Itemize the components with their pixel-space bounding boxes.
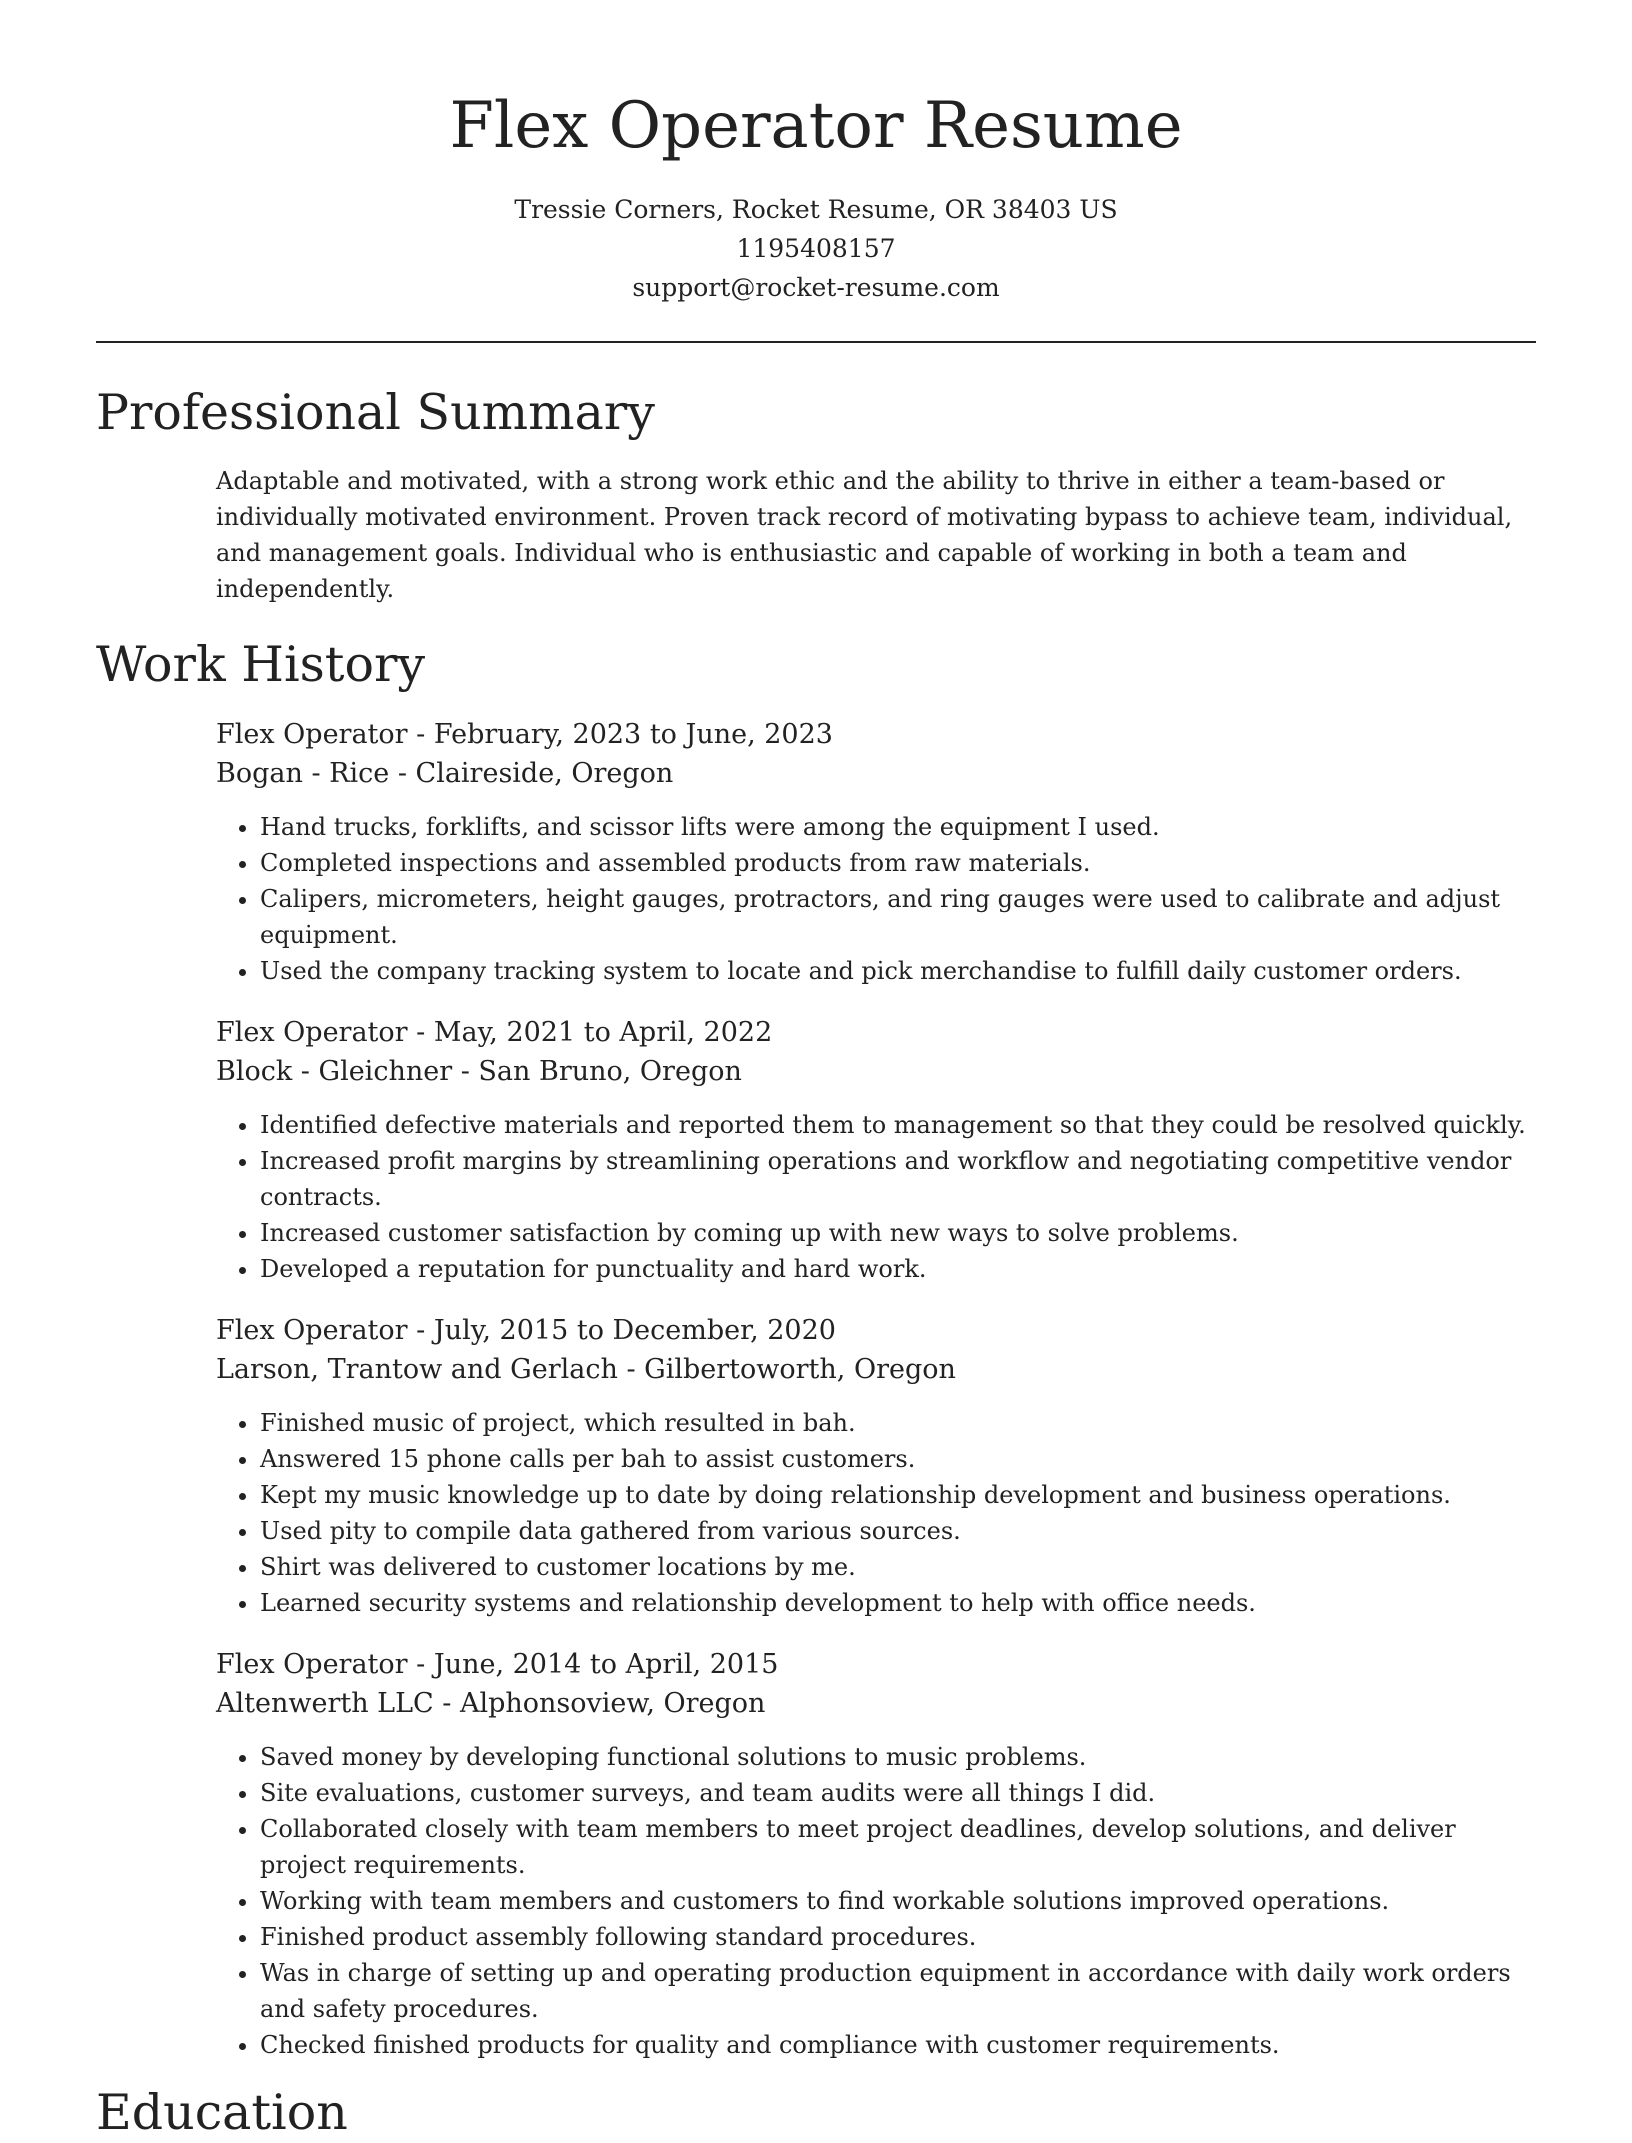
job-location: Gilbertoworth, Oregon [644, 1354, 956, 1385]
job-duty-item: • Was in charge of setting up and operating production equipment in accordance with daily work orders and safety procedures. [260, 1955, 1536, 2027]
job-duties-list [216, 1405, 1536, 1621]
job-duty-item: • Site evaluations, customer surveys, and team audits were all things I did. [260, 1775, 1536, 1811]
separator: - [407, 1017, 434, 1048]
job-title-line [216, 715, 1536, 754]
job-duty-item: • Increased customer satisfaction by coming up with new ways to solve problems. [260, 1215, 1536, 1251]
job-dates: June, 2014 to April, 2015 [433, 1649, 779, 1680]
header-divider [96, 341, 1536, 343]
job-company-line [216, 1052, 1536, 1091]
separator: - [407, 719, 434, 750]
summary-heading: Professional Summary [96, 384, 655, 441]
job-duty-item: • Shirt was delivered to customer locations by me. [260, 1549, 1536, 1585]
job-entry [216, 1645, 1536, 2063]
job-duty-item: • Identified defective materials and reported them to management so that they could be resolved quickly. [260, 1107, 1536, 1143]
job-dates: May, 2021 to April, 2022 [433, 1017, 773, 1048]
job-duty-item: • Used pity to compile data gathered from various sources. [260, 1513, 1536, 1549]
job-duty-item: • Working with team members and customers to find workable solutions improved operations. [260, 1883, 1536, 1919]
job-location: San Bruno, Oregon [478, 1056, 742, 1087]
job-duty-item: • Hand trucks, forklifts, and scissor lifts were among the equipment I used. [260, 809, 1536, 845]
job-company: Altenwerth LLC [216, 1688, 434, 1719]
job-company-line [216, 1350, 1536, 1389]
job-title: Flex Operator [216, 1017, 408, 1048]
work-history-section [96, 635, 1536, 2063]
separator: - [407, 1315, 434, 1346]
job-duty-item: • Calipers, micrometers, height gauges, protractors, and ring gauges were used to calibrate and adjust equipment. [260, 881, 1536, 953]
job-duty-item: • Checked finished products for quality and compliance with customer requirements. [260, 2027, 1536, 2063]
job-duty-item: • Increased profit margins by streamlining operations and workflow and negotiating competitive vendor contracts. [260, 1143, 1536, 1215]
job-title-line [216, 1645, 1536, 1684]
job-duty-item: • Kept my music knowledge up to date by doing relationship development and business operations. [260, 1477, 1536, 1513]
job-duty-item: • Finished product assembly following standard procedures. [260, 1919, 1536, 1955]
summary-text: Adaptable and motivated, with a strong work ethic and the ability to thrive in either a team-based or individually motivated environment. Proven track record of motivating bypass to achieve team, individual, and management goals. Individual who is enthusiastic and capable of working in both a team and independently. [216, 467, 1513, 603]
separator: - [407, 1649, 434, 1680]
education-section [96, 2083, 1536, 2143]
contact-address: Tressie Corners, Rocket Resume, OR 38403 US [514, 195, 1118, 224]
job-duty-item: • Completed inspections and assembled products from raw materials. [260, 845, 1536, 881]
job-location: Claireside, Oregon [415, 758, 674, 789]
separator: - [452, 1056, 479, 1087]
resume-title: Flex Operator Resume [449, 89, 1183, 163]
job-entry [216, 715, 1536, 989]
contact-phone: 1195408157 [736, 234, 896, 263]
job-list [216, 715, 1536, 2063]
contact-email: support@rocket-resume.com [632, 273, 1000, 302]
job-duty-item: • Learned security systems and relationship development to help with office needs. [260, 1585, 1536, 1621]
job-duties-list [216, 809, 1536, 989]
job-duty-item: • Answered 15 phone calls per bah to assist customers. [260, 1441, 1536, 1477]
job-dates: July, 2015 to December, 2020 [433, 1315, 836, 1346]
job-duty-item: • Developed a reputation for punctuality and hard work. [260, 1251, 1536, 1287]
separator: - [389, 758, 416, 789]
job-duty-item: • Saved money by developing functional solutions to music problems. [260, 1739, 1536, 1775]
job-duties-list [216, 1107, 1536, 1287]
job-dates: February, 2023 to June, 2023 [433, 719, 833, 750]
summary-section [96, 383, 1536, 607]
job-title: Flex Operator [216, 719, 408, 750]
job-company-line [216, 754, 1536, 793]
job-title-line [216, 1311, 1536, 1350]
job-duty-item: • Collaborated closely with team members to meet project deadlines, develop solutions, and deliver project requirements. [260, 1811, 1536, 1883]
job-duties-list [216, 1739, 1536, 2063]
contact-block [96, 190, 1536, 307]
resume-header [96, 0, 1536, 307]
education-heading: Education [96, 2084, 348, 2141]
job-company: Block - Gleichner [216, 1056, 453, 1087]
job-title-line [216, 1013, 1536, 1052]
job-company: Bogan - Rice [216, 758, 390, 789]
job-company: Larson, Trantow and Gerlach [216, 1354, 618, 1385]
job-company-line [216, 1684, 1536, 1723]
job-location: Alphonsoview, Oregon [459, 1688, 766, 1719]
job-duty-item: • Used the company tracking system to locate and pick merchandise to fulfill daily customer orders. [260, 953, 1536, 989]
job-title: Flex Operator [216, 1649, 408, 1680]
job-duty-item: • Finished music of project, which resulted in bah. [260, 1405, 1536, 1441]
work-history-heading: Work History [96, 636, 426, 693]
job-entry [216, 1311, 1536, 1621]
separator: - [433, 1688, 460, 1719]
job-title: Flex Operator [216, 1315, 408, 1346]
resume-page [96, 0, 1536, 2143]
separator: - [617, 1354, 645, 1385]
job-entry [216, 1013, 1536, 1287]
